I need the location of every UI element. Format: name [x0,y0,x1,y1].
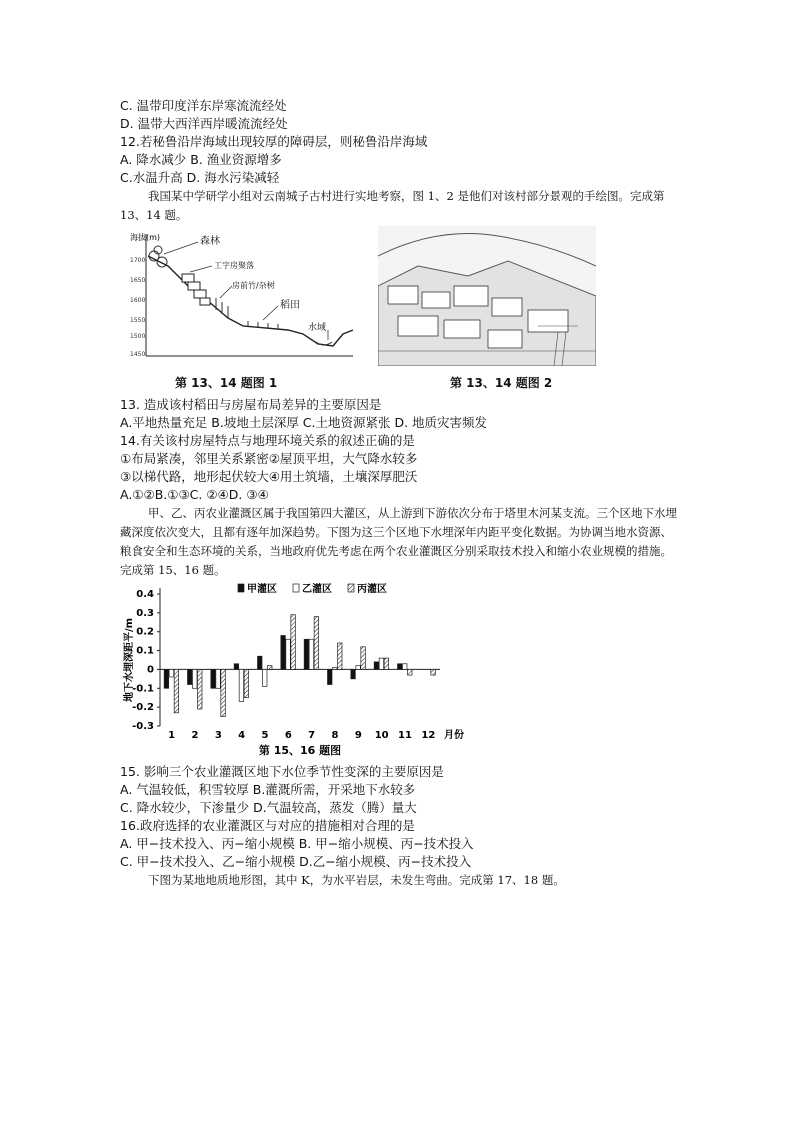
bar-乙灌区-1 [169,669,174,677]
groundwater-chart [120,580,480,760]
x-tick-label: 7 [308,730,316,741]
fig1-label-water: 水域 [308,323,327,333]
y-tick-label: 0.3 [136,607,154,619]
fig1-label-forest: 森林 [200,236,220,247]
bar-丙灌区-1 [174,669,179,712]
bar-甲灌区-7 [304,639,309,669]
fig1-label-paddy: 稻田 [280,300,300,311]
x-tick-label: 8 [331,730,339,741]
bar-乙灌区-4 [239,669,244,701]
y-tick-label: -0.3 [132,721,154,732]
q15-options-cd: C. 降水较少，下渗量少 D.气温较高，蒸发（腾）量大 [120,800,417,815]
bar-甲灌区-6 [281,635,286,669]
y-tick-label: -0.2 [132,702,154,714]
q13-options: A.平地热量充足 B.坡地土层深厚 C.土地资源紧张 D. 地质灾害频发 [120,415,488,430]
y-tick-label: 0 [147,664,154,676]
legend-swatch-丙灌区 [348,584,354,592]
q15-stem: 15. 影响三个农业灌溉区地下水位季节性变深的主要原因是 [120,764,444,779]
x-tick-label: 4 [238,730,246,741]
bar-甲灌区-8 [328,669,333,684]
x-tick-label: 12 [421,730,436,741]
fig1-bamboo-icon [216,298,228,318]
bar-甲灌区-11 [398,664,403,670]
legend-label-乙灌区: 乙灌区 [302,584,332,595]
q16-options-cd: C. 甲−技术投入、乙−缩小规模 D.乙−缩小规模、丙−技术投入 [120,854,472,869]
x-tick-label: 10 [374,730,389,741]
x-axis-label: 月份 [444,730,464,741]
intro-13-14: 我国某中学研学小组对云南城子古村进行实地考察，图 1、2 是他们对该村部分景观的手绘图。完成第 13、14 题。 [120,189,665,222]
x-tick-label: 3 [214,730,222,741]
q12-options-cd: C.水温升高 D. 海水污染减轻 [120,170,280,185]
q11-option-c: C. 温带印度洋东岸寒流流经处 [120,98,287,113]
legend-label-甲灌区: 甲灌区 [247,584,277,595]
bar-甲灌区-3 [211,669,216,688]
x-tick-label: 9 [354,730,362,741]
bar-乙灌区-10 [379,658,384,669]
bar-丙灌区-3 [221,669,226,716]
bar-甲灌区-4 [234,664,239,670]
legend-swatch-乙灌区 [293,584,299,592]
legend-swatch-甲灌区 [238,584,244,592]
figure-1-profile [128,226,356,366]
bar-乙灌区-7 [309,639,314,669]
q15-options-ab: A. 气温较低，积雪较厚 B.灌溉所需，开采地下水较多 [120,782,416,797]
bar-丙灌区-2 [198,669,203,709]
chart-caption: 第 15、16 题图 [258,744,342,757]
bar-甲灌区-5 [258,656,263,669]
q12-options-ab: A. 降水减少 B. 渔业资源增多 [120,152,282,167]
bar-丙灌区-4 [244,669,249,697]
figure-2-sketch [378,226,596,366]
bar-乙灌区-6 [286,639,291,669]
bar-丙灌区-7 [314,617,319,670]
bar-丙灌区-10 [384,658,389,669]
y-tick-label: 0.2 [136,626,154,638]
x-tick-label: 1 [168,730,176,741]
legend-label-丙灌区: 丙灌区 [357,584,387,595]
intro-17-18: 下图为某地地质地形图，其中 K，为水平岩层，未发生弯曲。完成第 17、18 题。 [148,873,565,887]
y-tick-label: 0.1 [136,645,154,657]
q14-statements-1: ①布局紧凑，邻里关系紧密②屋顶平坦，大气降水较多 [120,451,418,466]
svg-text:1600: 1600 [130,297,146,304]
q14-options: A.①②B.①③C. ②④D. ③④ [120,487,269,502]
x-tick-label: 2 [191,730,199,741]
q13-stem: 13. 造成该村稻田与房屋布局差异的主要原因是 [120,397,382,412]
bar-丙灌区-8 [338,643,343,669]
bar-甲灌区-10 [374,662,379,670]
bar-甲灌区-1 [164,669,169,688]
bar-丙灌区-6 [291,615,296,670]
svg-text:1650: 1650 [130,277,146,284]
intro-15-16: 甲、乙、丙农业灌溉区属于我国第四大灌区，从上游到下游依次分布于塔里木河某支流。三个区地下水埋藏深度依次变大，且都有逐年加深趋势。下图为这三个区地下水埋深年内距平变化数据。为协调当地水资源、粮食安全和生态环境的关系，当地政府优先考虑在两个农业灌溉区分别采取技术投入和缩小农业规模的措施。完成第 15、16 题。 [120,506,677,577]
bar-丙灌区-5 [268,666,273,670]
bar-丙灌区-11 [408,669,413,675]
bar-丙灌区-12 [431,669,436,675]
fig1-label-houses: 工字房聚落 [214,261,254,270]
q14-statements-2: ③以梯代路，地形起伏较大④用土筑墙，土壤深厚肥沃 [120,469,418,484]
svg-text:1700: 1700 [130,257,146,264]
q16-options-ab: A. 甲−技术投入、丙−缩小规模 B. 甲−缩小规模、丙−技术投入 [120,836,474,851]
fig1-ylabel: 海拔(m) [130,233,161,242]
y-tick-label: -0.1 [132,683,154,695]
q12-stem: 12.若秘鲁沿岸海域出现较厚的障碍层，则秘鲁沿岸海域 [120,134,428,149]
x-tick-label: 5 [261,730,269,741]
bar-乙灌区-2 [193,669,198,688]
q16-stem: 16.政府选择的农业灌溉区与对应的措施相对合理的是 [120,818,415,833]
bar-乙灌区-8 [333,668,338,670]
fig1-houses-icon [182,274,210,305]
bar-甲灌区-9 [351,669,356,678]
y-axis-label: 地下水埋深距平/m [124,617,135,703]
x-tick-label: 6 [284,730,292,741]
svg-text:1450: 1450 [130,351,146,358]
figure-1-caption: 第 13、14 题图 1 [175,376,278,390]
x-tick-label: 11 [398,730,412,741]
bar-丙灌区-9 [361,647,366,670]
bar-乙灌区-9 [356,666,361,670]
svg-text:1550: 1550 [130,317,146,324]
figure-2-caption: 第 13、14 题图 2 [450,376,553,390]
q11-option-d: D. 温带大西洋西岸暖流流经处 [120,116,288,131]
svg-text:1500: 1500 [130,333,146,340]
y-tick-label: 0.4 [136,589,154,600]
q14-stem: 14.有关该村房屋特点与地理环境关系的叙述正确的是 [120,433,415,448]
bar-乙灌区-11 [403,664,408,670]
bar-乙灌区-3 [216,669,221,688]
bar-甲灌区-2 [188,669,193,684]
bar-乙灌区-5 [263,669,268,686]
fig1-label-bamboo: 房前竹/杂树 [232,281,275,290]
